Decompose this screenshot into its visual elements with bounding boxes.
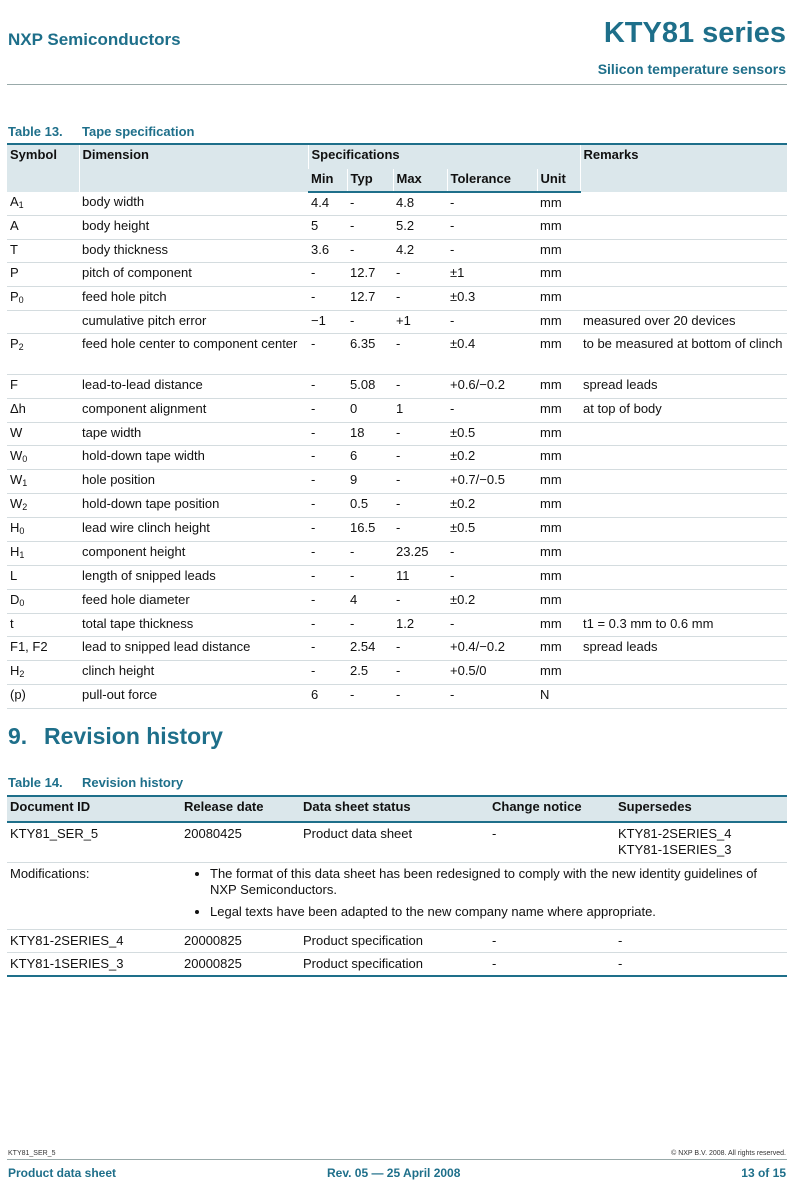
dimension-value: hole position xyxy=(82,472,155,488)
symbol-value: (p) xyxy=(10,687,26,703)
table-row xyxy=(7,446,787,470)
tolerance-value: ±0.3 xyxy=(450,288,476,304)
typ-value: 9 xyxy=(350,472,358,488)
dimension-value: hold-down tape position xyxy=(82,496,220,512)
typ-value: - xyxy=(350,544,355,560)
typ-value: 16.5 xyxy=(350,520,376,536)
symbol-subscript: 0 xyxy=(22,454,28,465)
max-value: 4.8 xyxy=(396,195,415,210)
symbol-cell xyxy=(7,286,79,310)
remarks-value: t1 = 0.3 mm to 0.6 mm xyxy=(583,615,714,631)
unit-value: mm xyxy=(540,218,562,234)
product-subtitle: Silicon temperature sensors xyxy=(597,61,786,77)
symbol-cell xyxy=(7,399,79,423)
remarks-value: measured over 20 devices xyxy=(583,312,736,328)
header-release-date: Release date xyxy=(181,796,300,822)
symbol-cell xyxy=(7,446,79,470)
remarks-value xyxy=(580,661,787,685)
dimension-value: body height xyxy=(82,218,150,234)
tolerance-value: - xyxy=(450,241,455,257)
footer-doc-type: Product data sheet xyxy=(8,1166,117,1180)
footer-divider xyxy=(7,1159,787,1160)
symbol-cell xyxy=(7,589,79,613)
remarks-value: at top of body xyxy=(583,401,662,417)
dimension-value: lead wire clinch height xyxy=(82,520,210,536)
symbol-value: H xyxy=(10,663,20,679)
symbol-value: F1, F2 xyxy=(10,639,48,655)
tape-specification-table xyxy=(7,143,787,709)
modifications-cell xyxy=(181,862,787,929)
max-value: 4.2 xyxy=(396,241,415,257)
unit-value: mm xyxy=(540,496,562,512)
tolerance-value: +0.7/−0.5 xyxy=(450,472,505,488)
table-row xyxy=(7,422,787,446)
min-value: - xyxy=(311,568,316,584)
table-row xyxy=(7,952,787,976)
unit-value: mm xyxy=(540,265,562,281)
symbol-subscript: 1 xyxy=(18,200,24,210)
doc-id: KTY81_SER_5 xyxy=(10,826,99,841)
table-row xyxy=(7,310,787,334)
header-specifications: Specifications xyxy=(308,144,580,169)
header-symbol: Symbol xyxy=(7,144,79,192)
typ-value: - xyxy=(350,195,355,210)
footer-copyright: © NXP B.V. 2008. All rights reserved. xyxy=(671,1150,786,1157)
max-value: - xyxy=(396,377,401,393)
max-value: - xyxy=(396,472,401,488)
remarks-value: spread leads xyxy=(583,639,658,655)
unit-value: mm xyxy=(540,377,562,393)
tolerance-value: +0.6/−0.2 xyxy=(450,377,505,393)
header-tolerance: Tolerance xyxy=(447,169,537,192)
table13-title: Tape specification xyxy=(82,124,195,139)
typ-value: - xyxy=(350,615,355,631)
supersedes-item: KTY81-1SERIES_3 xyxy=(618,842,732,857)
data-sheet-status: Product specification xyxy=(303,932,423,948)
remarks-value xyxy=(580,542,787,566)
list-item: • The format of this data sheet has been redesigned to comply with the new identity guidelines of NXP Semiconductors. xyxy=(210,866,784,898)
dimension-value: body thickness xyxy=(82,241,168,257)
typ-value: - xyxy=(350,687,355,703)
dimension-value: body width xyxy=(82,194,145,209)
dimension-value: pitch of component xyxy=(82,265,192,281)
min-value: - xyxy=(311,401,316,417)
change-notice: - xyxy=(492,826,497,841)
max-value: - xyxy=(396,687,401,703)
remarks-value xyxy=(580,192,787,216)
symbol-value: W xyxy=(10,424,23,440)
header-change-notice: Change notice xyxy=(489,796,615,822)
tolerance-value: ±0.5 xyxy=(450,520,476,536)
symbol-cell xyxy=(7,192,79,216)
release-date: 20000825 xyxy=(184,932,242,948)
table-row xyxy=(7,589,787,613)
footer-doc-code: KTY81_SER_5 xyxy=(8,1150,56,1157)
symbol-value: D xyxy=(10,591,20,607)
table-row xyxy=(7,542,787,566)
table-row xyxy=(7,566,787,590)
table-row xyxy=(7,613,787,637)
unit-value: N xyxy=(540,687,550,703)
typ-value: - xyxy=(350,241,355,257)
header-supersedes: Supersedes xyxy=(615,796,787,822)
min-value: - xyxy=(311,472,316,488)
tolerance-value: - xyxy=(450,687,455,703)
min-value: - xyxy=(311,520,316,536)
symbol-value: W xyxy=(10,496,23,512)
symbol-cell xyxy=(7,239,79,263)
symbol-subscript: 0 xyxy=(19,526,25,537)
company-name: NXP Semiconductors xyxy=(8,30,181,49)
dimension-value: feed hole diameter xyxy=(82,591,190,607)
remarks-value xyxy=(580,216,787,240)
tolerance-value: - xyxy=(450,615,455,631)
max-value: 5.2 xyxy=(396,218,415,234)
modifications-list xyxy=(184,866,784,920)
data-sheet-status: Product specification xyxy=(303,955,423,971)
unit-value: mm xyxy=(540,544,562,560)
table-row xyxy=(7,263,787,287)
tolerance-value: - xyxy=(450,568,455,584)
table-row xyxy=(7,334,787,375)
symbol-value: W xyxy=(10,448,23,464)
symbol-value: W xyxy=(10,472,23,488)
typ-value: 12.7 xyxy=(350,288,376,304)
min-value: 3.6 xyxy=(311,241,330,257)
min-value: - xyxy=(311,615,316,631)
symbol-cell xyxy=(7,566,79,590)
header-unit: Unit xyxy=(537,169,580,192)
section-title: Revision history xyxy=(44,723,223,749)
tolerance-value: - xyxy=(450,312,455,328)
dimension-value: cumulative pitch error xyxy=(82,312,207,328)
max-value: 23.25 xyxy=(396,544,429,560)
typ-value: 4 xyxy=(350,591,358,607)
max-value: - xyxy=(396,424,401,440)
section-number: 9. xyxy=(8,723,28,749)
typ-value: - xyxy=(350,218,355,234)
dimension-value: total tape thickness xyxy=(82,615,194,631)
max-value: +1 xyxy=(396,312,411,328)
table13-number: Table 13. xyxy=(8,124,63,139)
remarks-value xyxy=(580,685,787,709)
max-value: - xyxy=(396,663,401,679)
header-divider xyxy=(7,84,787,85)
symbol-cell xyxy=(7,542,79,566)
table-row xyxy=(7,685,787,709)
dimension-value: component height xyxy=(82,544,186,560)
min-value: - xyxy=(311,265,316,281)
symbol-value: A xyxy=(10,194,19,209)
symbol-subscript: 2 xyxy=(19,669,25,680)
unit-value: mm xyxy=(540,312,562,328)
max-value: - xyxy=(396,288,401,304)
symbol-subscript: 0 xyxy=(18,294,24,305)
symbol-cell xyxy=(7,310,79,334)
header-dimension: Dimension xyxy=(79,144,308,192)
tolerance-value: ±0.5 xyxy=(450,424,476,440)
tolerance-value: - xyxy=(450,218,455,234)
dimension-value: pull-out force xyxy=(82,687,158,703)
table-row xyxy=(7,470,787,494)
symbol-value: A xyxy=(10,218,19,234)
table-row xyxy=(7,216,787,240)
unit-value: mm xyxy=(540,615,562,631)
revision-history-table xyxy=(7,795,787,977)
unit-value: mm xyxy=(540,424,562,440)
symbol-subscript: 2 xyxy=(18,342,24,353)
remarks-value xyxy=(580,286,787,310)
table14-number: Table 14. xyxy=(8,775,63,790)
max-value: 1 xyxy=(396,401,404,417)
typ-value: 18 xyxy=(350,424,365,440)
min-value: 5 xyxy=(311,218,319,234)
symbol-value: L xyxy=(10,568,18,584)
data-sheet-status: Product data sheet xyxy=(303,826,413,841)
unit-value: mm xyxy=(540,591,562,607)
typ-value: 6 xyxy=(350,448,358,464)
table-row xyxy=(7,239,787,263)
header-document-id: Document ID xyxy=(7,796,181,822)
tolerance-value: - xyxy=(450,195,455,210)
footer-page-number: 13 of 15 xyxy=(741,1166,786,1180)
symbol-subscript: 1 xyxy=(19,550,25,561)
header-min: Min xyxy=(308,169,347,192)
typ-value: 2.54 xyxy=(350,639,376,655)
min-value: - xyxy=(311,663,316,679)
typ-value: - xyxy=(350,568,355,584)
dimension-value: feed hole pitch xyxy=(82,288,167,304)
remarks-value xyxy=(580,494,787,518)
doc-id: KTY81-1SERIES_3 xyxy=(10,955,124,971)
product-title: KTY81 series xyxy=(603,17,786,49)
dimension-value: length of snipped leads xyxy=(82,568,216,584)
min-value: - xyxy=(311,496,316,512)
remarks-value xyxy=(580,446,787,470)
section-heading xyxy=(8,723,223,750)
min-value: −1 xyxy=(311,312,326,328)
table-row xyxy=(7,399,787,423)
unit-value: mm xyxy=(540,472,562,488)
max-value: - xyxy=(396,639,401,655)
symbol-value: F xyxy=(10,377,18,393)
dimension-value: component alignment xyxy=(82,401,207,417)
max-value: - xyxy=(396,520,401,536)
typ-value: - xyxy=(350,312,355,328)
modifications-label: Modifications: xyxy=(10,865,90,881)
unit-value: mm xyxy=(540,448,562,464)
release-date: 20080425 xyxy=(184,826,242,841)
table-row xyxy=(7,192,787,216)
symbol-cell xyxy=(7,263,79,287)
unit-value: mm xyxy=(540,401,562,417)
table-row xyxy=(7,286,787,310)
min-value: - xyxy=(311,336,316,352)
typ-value: 2.5 xyxy=(350,663,369,679)
dimension-value: lead-to-lead distance xyxy=(82,377,203,393)
symbol-cell xyxy=(7,375,79,399)
table-row xyxy=(7,661,787,685)
table-row xyxy=(7,822,787,862)
typ-value: 12.7 xyxy=(350,265,376,281)
min-value: - xyxy=(311,424,316,440)
dimension-value: feed hole center to component center xyxy=(82,336,298,352)
tolerance-value: ±0.2 xyxy=(450,591,476,607)
header-typ: Typ xyxy=(347,169,393,192)
tolerance-value: ±0.4 xyxy=(450,336,476,352)
table14-caption xyxy=(8,775,183,790)
dimension-value: tape width xyxy=(82,424,142,440)
tape-table-body xyxy=(7,192,787,708)
max-value: - xyxy=(396,336,401,352)
symbol-cell xyxy=(7,334,79,375)
symbol-value: t xyxy=(10,615,14,631)
supersedes xyxy=(615,822,787,862)
remarks-value xyxy=(580,239,787,263)
table-row xyxy=(7,637,787,661)
symbol-value: H xyxy=(10,544,20,560)
symbol-cell xyxy=(7,661,79,685)
max-value: - xyxy=(396,448,401,464)
supersedes: - xyxy=(618,955,623,971)
max-value: 11 xyxy=(396,568,410,584)
modifications-row xyxy=(7,862,787,929)
unit-value: mm xyxy=(540,520,562,536)
symbol-value: P xyxy=(10,265,19,281)
symbol-cell xyxy=(7,216,79,240)
table14-title: Revision history xyxy=(82,775,184,790)
dimension-value: hold-down tape width xyxy=(82,448,205,464)
doc-id: KTY81-2SERIES_4 xyxy=(10,932,124,948)
list-item: • Legal texts have been adapted to the new company name where appropriate. xyxy=(210,904,784,920)
tolerance-value: ±0.2 xyxy=(450,496,476,512)
unit-value: mm xyxy=(540,241,562,257)
symbol-cell xyxy=(7,470,79,494)
max-value: 1.2 xyxy=(396,615,415,631)
tolerance-value: - xyxy=(450,401,455,417)
symbol-subscript: 0 xyxy=(19,597,25,608)
table-row xyxy=(7,518,787,542)
remarks-value xyxy=(580,422,787,446)
remarks-value xyxy=(580,589,787,613)
remarks-value xyxy=(580,518,787,542)
header-remarks: Remarks xyxy=(580,144,787,192)
symbol-subscript: 1 xyxy=(22,478,28,489)
remarks-value xyxy=(580,263,787,287)
symbol-value: T xyxy=(10,241,18,257)
max-value: - xyxy=(396,265,401,281)
supersedes: - xyxy=(618,932,623,948)
typ-value: 5.08 xyxy=(350,377,376,393)
unit-value: mm xyxy=(540,336,562,352)
min-value: - xyxy=(311,288,316,304)
change-notice: - xyxy=(492,932,497,948)
change-notice: - xyxy=(492,955,497,971)
tolerance-value: ±1 xyxy=(450,265,465,281)
table-row xyxy=(7,375,787,399)
dimension-value: clinch height xyxy=(82,663,155,679)
min-value: - xyxy=(311,639,316,655)
max-value: - xyxy=(396,591,401,607)
min-value: 4.4 xyxy=(311,195,330,210)
table-row xyxy=(7,494,787,518)
tolerance-value: ±0.2 xyxy=(450,448,476,464)
remarks-value: spread leads xyxy=(583,377,658,393)
unit-value: mm xyxy=(540,288,562,304)
symbol-subscript: 2 xyxy=(22,502,28,513)
footer-revision: Rev. 05 — 25 April 2008 xyxy=(327,1166,461,1180)
symbol-value: Δh xyxy=(10,401,26,417)
supersedes-item: KTY81-2SERIES_4 xyxy=(618,826,732,841)
symbol-cell xyxy=(7,422,79,446)
table-row xyxy=(7,929,787,952)
symbol-value: H xyxy=(10,520,20,536)
max-value: - xyxy=(396,496,401,512)
min-value: - xyxy=(311,377,316,393)
typ-value: 0 xyxy=(350,401,358,417)
typ-value: 0.5 xyxy=(350,496,369,512)
symbol-value: P xyxy=(10,336,19,352)
remarks-value xyxy=(580,566,787,590)
min-value: 6 xyxy=(311,687,319,703)
symbol-cell xyxy=(7,494,79,518)
release-date: 20000825 xyxy=(184,955,242,971)
symbol-value: P xyxy=(10,288,19,304)
unit-value: mm xyxy=(540,639,562,655)
header-data-sheet-status: Data sheet status xyxy=(300,796,489,822)
remarks-value: to be measured at bottom of clinch xyxy=(583,336,783,352)
unit-value: mm xyxy=(540,568,562,584)
remarks-value xyxy=(580,470,787,494)
table13-caption xyxy=(8,124,194,139)
min-value: - xyxy=(311,448,316,464)
tolerance-value: - xyxy=(450,544,455,560)
tolerance-value: +0.5/0 xyxy=(450,663,487,679)
symbol-cell xyxy=(7,685,79,709)
min-value: - xyxy=(311,544,316,560)
dimension-value: lead to snipped lead distance xyxy=(82,639,251,655)
symbol-cell xyxy=(7,613,79,637)
symbol-cell xyxy=(7,518,79,542)
min-value: - xyxy=(311,591,316,607)
typ-value: 6.35 xyxy=(350,336,376,352)
unit-value: mm xyxy=(540,195,562,210)
tolerance-value: +0.4/−0.2 xyxy=(450,639,505,655)
header-max: Max xyxy=(393,169,447,192)
unit-value: mm xyxy=(540,663,562,679)
symbol-cell xyxy=(7,637,79,661)
